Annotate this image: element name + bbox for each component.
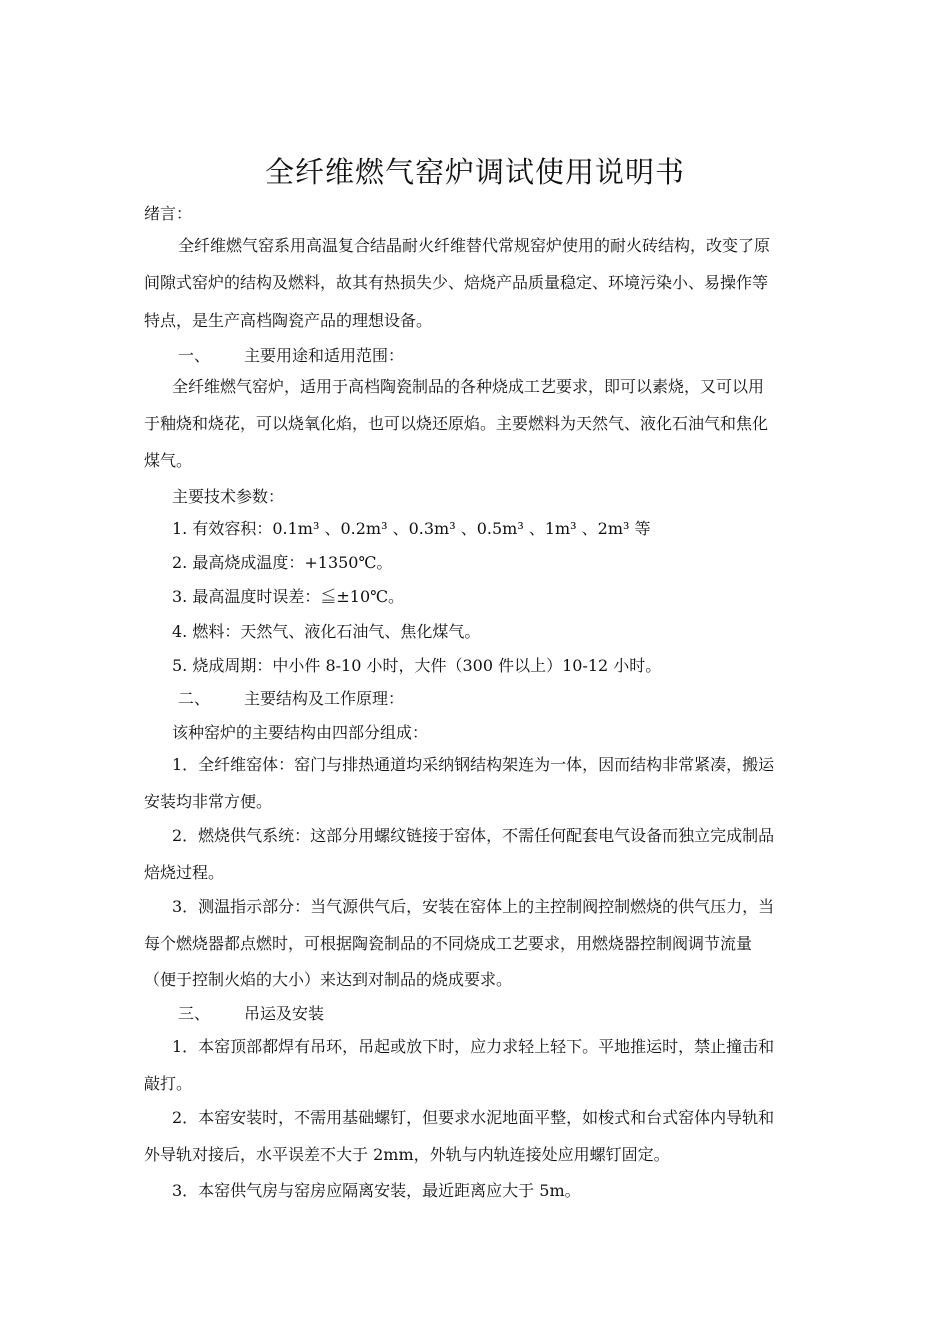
body-line: 于釉烧和烧花，可以烧氧化焰，也可以烧还原焰。主要燃料为天然气、液化石油气和焦化 <box>144 414 769 433</box>
intro-line: 间隙式窑炉的结构及燃料，故其有热损失少、焙烧产品质量稳定、环境污染小、易操作等 <box>144 273 769 292</box>
section-title: 吊运及安装 <box>244 1004 325 1023</box>
body-line: 安装均非常方便。 <box>144 792 273 811</box>
section-heading <box>178 688 404 710</box>
document-title: 全纤维燃气窑炉调试使用说明书 <box>264 155 685 189</box>
body-line: 2．燃烧供气系统：这部分用螺纹链接于窑体，不需任何配套电气设备而独立完成制品 <box>172 826 775 845</box>
section-number: 一、 <box>178 346 211 365</box>
intro-line: 全纤维燃气窑系用高温复合结晶耐火纤维替代常规窑炉使用的耐火砖结构，改变了原 <box>178 236 771 255</box>
param-item: 4. 燃料：天然气、液化石油气、焦化煤气。 <box>172 622 481 641</box>
body-line: 每个燃烧器都点燃时，可根据陶瓷制品的不同烧成工艺要求，用燃烧器控制阀调节流量 <box>144 934 753 953</box>
section-title: 主要结构及工作原理： <box>244 689 405 708</box>
body-line: 3．本窑供气房与窑房应隔离安装，最近距离应大于 5m。 <box>172 1181 581 1200</box>
params-label: 主要技术参数： <box>172 487 285 506</box>
body-line: （便于控制火焰的大小）来达到对制品的烧成要求。 <box>144 970 513 989</box>
section-heading <box>178 1003 324 1025</box>
body-line: 全纤维燃气窑炉，适用于高档陶瓷制品的各种烧成工艺要求，即可以素烧，又可以用 <box>172 377 765 396</box>
body-line: 1．本窑顶部都焊有吊环，吊起或放下时，应力求轻上轻下。平地推运时，禁止撞击和 <box>172 1037 775 1056</box>
body-line: 煤气。 <box>144 451 193 470</box>
section-number: 三、 <box>178 1004 211 1023</box>
body-line: 该种窑炉的主要结构由四部分组成： <box>172 723 429 742</box>
param-item: 3. 最高温度时误差：≦±10℃。 <box>172 587 405 606</box>
intro-label: 绪言： <box>144 204 193 223</box>
section-number: 二、 <box>178 689 211 708</box>
body-line: 3．测温指示部分：当气源供气后，安装在窑体上的主控制阀控制燃烧的供气压力，当 <box>172 897 775 916</box>
intro-line: 特点，是生产高档陶瓷产品的理想设备。 <box>144 311 433 330</box>
param-item: 2. 最高烧成温度：+1350℃。 <box>172 553 393 572</box>
section-title: 主要用途和适用范围： <box>244 346 405 365</box>
body-line: 焙烧过程。 <box>144 863 225 882</box>
param-item: 1. 有效容积：0.1m³ 、0.2m³ 、0.3m³ 、0.5m³ 、1m³ 、2m³ 等 <box>172 519 651 538</box>
body-line: 敲打。 <box>144 1074 193 1093</box>
section-heading <box>178 345 404 367</box>
body-line: 1．全纤维窑体：窑门与排热通道均采纳钢结构架连为一体，因而结构非常紧凑，搬运 <box>172 755 775 774</box>
body-line: 外导轨对接后，水平误差不大于 2mm，外轨与内轨连接处应用螺钉固定。 <box>144 1145 670 1164</box>
param-item: 5. 烧成周期：中小件 8-10 小时，大件（300 件以上）10-12 小时。 <box>172 656 662 675</box>
body-line: 2．本窑安装时，不需用基础螺钉，但要求水泥地面平整，如梭式和台式窑体内导轨和 <box>172 1108 775 1127</box>
